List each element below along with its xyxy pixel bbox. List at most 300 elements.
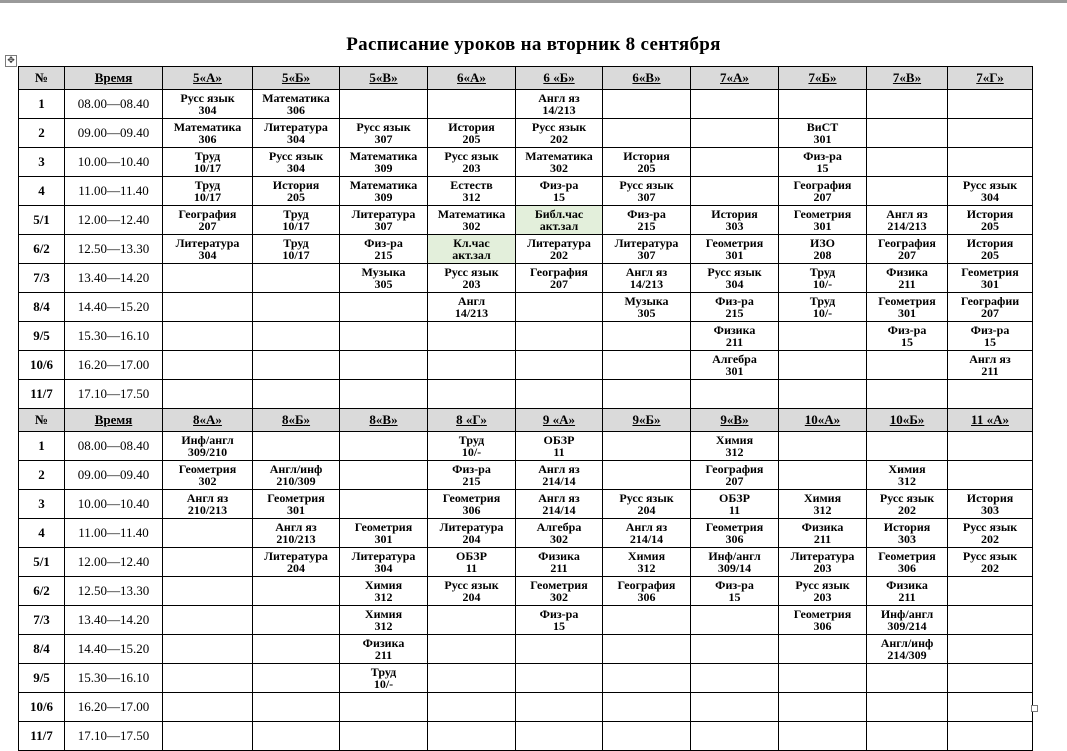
subject-name: Геометрия (267, 491, 325, 505)
lesson-cell (163, 206, 253, 235)
lesson-cell (779, 548, 867, 577)
column-header: № (19, 67, 65, 90)
subject-name: Математика (525, 149, 593, 163)
lesson-cell (948, 177, 1033, 206)
lesson-cell (428, 664, 516, 693)
subject-name: Физика (886, 578, 928, 592)
lesson-time: 12.00—12.40 (65, 206, 163, 235)
lesson-number: 4 (19, 177, 65, 206)
subject-name: Литература (351, 207, 416, 221)
schedule-table (18, 66, 1033, 751)
lesson-cell (948, 148, 1033, 177)
subject-name: ВиСТ (806, 120, 839, 134)
lesson-cell (516, 635, 603, 664)
subject-name: Естеств (450, 178, 493, 192)
lesson-cell (428, 577, 516, 606)
lesson-cell (253, 461, 340, 490)
room-number: 211 (550, 561, 568, 575)
lesson-cell (867, 90, 948, 119)
room-number: 14/213 (454, 306, 489, 320)
column-header-label: 6«В» (632, 70, 661, 85)
room-number: 309/210 (187, 445, 228, 459)
lesson-time: 14.40—15.20 (65, 635, 163, 664)
subject-name: Русс язык (531, 120, 587, 134)
room-number: 215 (637, 219, 656, 233)
subject-name: Химия (715, 433, 754, 447)
subject-name: Литература (527, 236, 591, 250)
table-row (19, 380, 1033, 409)
table-row (19, 693, 1033, 722)
subject-name: Англ яз (625, 265, 668, 279)
lesson-cell (867, 548, 948, 577)
subject-name: ИЗО (809, 236, 835, 250)
lesson-cell (867, 519, 948, 548)
table-row (19, 148, 1033, 177)
lesson-cell (340, 490, 428, 519)
lesson-cell (603, 548, 691, 577)
lesson-cell (516, 519, 603, 548)
lesson-cell (691, 380, 779, 409)
room-number: 10/- (812, 277, 833, 291)
room-number: 304 (287, 161, 305, 175)
room-number: 204 (462, 532, 481, 546)
lesson-time: 12.50—13.30 (65, 235, 163, 264)
subject-name: История (966, 207, 1014, 221)
room-number: 11 (553, 445, 565, 459)
table-row (19, 432, 1033, 461)
room-number: 11 (465, 561, 478, 575)
column-header (428, 409, 516, 432)
lesson-cell (340, 90, 428, 119)
subject-name: Физ-ра (539, 607, 579, 621)
subject-name: Русс язык (619, 178, 674, 192)
subject-name: Геометрия (354, 520, 413, 534)
room-number: 211 (898, 590, 916, 604)
lesson-cell (779, 432, 867, 461)
subject-name: ОБЗР (543, 433, 575, 447)
column-header (516, 67, 603, 90)
lesson-cell (163, 90, 253, 119)
lesson-cell (516, 432, 603, 461)
lesson-cell (516, 293, 603, 322)
room-number: 215 (374, 248, 393, 262)
column-header-label: 7«Г» (976, 70, 1004, 85)
lesson-cell (691, 490, 779, 519)
lesson-cell (516, 606, 603, 635)
lesson-cell (340, 148, 428, 177)
subject-name: Физ-ра (715, 578, 754, 592)
lesson-cell (779, 606, 867, 635)
room-number: 302 (550, 532, 568, 546)
lesson-cell (691, 264, 779, 293)
column-header-label: 9«В» (720, 412, 749, 427)
subject-name: Геометрия (793, 207, 852, 221)
lesson-cell (948, 264, 1033, 293)
lesson-time: 08.00—08.40 (65, 90, 163, 119)
lesson-time: 17.10—17.50 (65, 380, 163, 409)
subject-name: Англ/инф (269, 462, 323, 476)
lesson-cell (867, 235, 948, 264)
subject-name: Литература (264, 120, 328, 134)
subject-name: География (617, 578, 676, 592)
lesson-cell (253, 490, 340, 519)
lesson-number: 2 (19, 119, 65, 148)
room-number: 205 (981, 219, 999, 233)
subject-name: Геометрия (961, 265, 1019, 279)
subject-name: Физ-ра (970, 323, 1010, 337)
subject-name: Физ-ра (715, 294, 754, 308)
subject-name: Труд (370, 665, 397, 679)
lesson-cell (428, 148, 516, 177)
lesson-cell (516, 490, 603, 519)
lesson-cell (603, 461, 691, 490)
room-number: 309/14 (717, 561, 752, 575)
lesson-cell (867, 322, 948, 351)
room-number: 301 (981, 277, 999, 291)
table-row (19, 548, 1033, 577)
subject-name: Инф/англ (181, 433, 234, 447)
lesson-cell (691, 519, 779, 548)
lesson-cell (603, 235, 691, 264)
subject-name: Физика (538, 549, 580, 563)
lesson-cell (340, 722, 428, 751)
lesson-cell (603, 119, 691, 148)
room-number: 15 (901, 335, 913, 349)
subject-name: Англ яз (538, 491, 580, 505)
lesson-time: 09.00—09.40 (65, 461, 163, 490)
column-header-label: 11 «А» (971, 412, 1009, 427)
column-header (340, 409, 428, 432)
room-number: 15 (553, 619, 565, 633)
table-row (19, 461, 1033, 490)
subject-name: Физ-ра (803, 149, 842, 163)
column-header-label: 8 «Г» (456, 412, 487, 427)
subject-name: Химия (364, 607, 403, 621)
subject-name: Англ (457, 294, 486, 308)
lesson-cell (340, 606, 428, 635)
column-header (867, 409, 948, 432)
lesson-cell (253, 693, 340, 722)
subject-name: Библ.час (534, 207, 584, 221)
subject-name: Русс язык (444, 265, 499, 279)
lesson-cell (253, 351, 340, 380)
subject-name: Геометрия (878, 549, 936, 563)
subject-name: Геометрия (530, 578, 588, 592)
table-row (19, 490, 1033, 519)
subject-name: Математика (437, 207, 506, 221)
lesson-cell (691, 90, 779, 119)
subject-name: История (448, 120, 495, 134)
subject-name: Труд (194, 178, 221, 192)
subject-name: Математика (173, 120, 242, 134)
lesson-cell (691, 635, 779, 664)
room-number: 303 (981, 503, 999, 517)
lesson-cell (163, 664, 253, 693)
lesson-cell (253, 264, 340, 293)
lesson-cell (779, 148, 867, 177)
lesson-cell (779, 206, 867, 235)
room-number: 306 (198, 132, 217, 146)
subject-name: Геометрия (878, 294, 936, 308)
lesson-cell (691, 577, 779, 606)
room-number: 10/- (461, 445, 482, 459)
subject-name: Физ-ра (364, 236, 403, 250)
room-number: 301 (287, 503, 305, 517)
room-number: 15 (553, 190, 565, 204)
subject-name: Физ-ра (887, 323, 927, 337)
lesson-cell (948, 235, 1033, 264)
room-number: 204 (462, 590, 481, 604)
lesson-cell (948, 432, 1033, 461)
room-number: 10/- (373, 677, 394, 691)
room-number: 207 (981, 306, 999, 320)
column-header-label: Время (94, 70, 133, 85)
room-number: 205 (287, 190, 305, 204)
lesson-cell (691, 206, 779, 235)
lesson-cell (340, 519, 428, 548)
lesson-cell (691, 606, 779, 635)
lesson-cell (163, 351, 253, 380)
table-row (19, 606, 1033, 635)
subject-name: Англ яз (969, 352, 1011, 366)
lesson-cell (340, 548, 428, 577)
room-number: 202 (981, 561, 999, 575)
lesson-cell (603, 635, 691, 664)
subject-name: Литература (614, 236, 679, 250)
column-header-label: 10«А» (804, 412, 841, 427)
room-number: 214/14 (542, 503, 576, 517)
lesson-cell (163, 293, 253, 322)
column-header (163, 409, 253, 432)
lesson-time: 09.00—09.40 (65, 119, 163, 148)
room-number: 309/214 (887, 619, 927, 633)
lesson-cell (163, 693, 253, 722)
lesson-number: 4 (19, 519, 65, 548)
lesson-cell (253, 148, 340, 177)
column-header-label: 8«Б» (281, 412, 311, 427)
room-number: 302 (462, 219, 481, 233)
table-row (19, 322, 1033, 351)
lesson-cell (253, 722, 340, 751)
lesson-cell (253, 235, 340, 264)
room-number: 205 (981, 248, 999, 262)
lesson-cell (603, 490, 691, 519)
lesson-time: 12.00—12.40 (65, 548, 163, 577)
lesson-cell (428, 90, 516, 119)
subject-name: Русс язык (879, 491, 935, 505)
room-number: 215 (462, 474, 481, 488)
lesson-time: 13.40—14.20 (65, 264, 163, 293)
subject-name: Математика (262, 91, 330, 105)
lesson-cell (603, 664, 691, 693)
lesson-cell (340, 293, 428, 322)
lesson-cell (163, 264, 253, 293)
lesson-cell (867, 722, 948, 751)
room-number: 307 (374, 132, 393, 146)
room-number: 309 (374, 161, 393, 175)
room-number: 301 (725, 248, 744, 262)
column-header (253, 409, 340, 432)
subject-name: Геометрия (705, 236, 764, 250)
subject-name: Русс язык (962, 549, 1018, 563)
lesson-cell (340, 206, 428, 235)
room-number: 203 (462, 277, 481, 291)
subject-name: Математика (349, 178, 418, 192)
lesson-number: 1 (19, 90, 65, 119)
room-number: 306 (637, 590, 656, 604)
table-move-handle-icon[interactable]: ✥ (5, 55, 17, 67)
column-header-label: 8«А» (193, 412, 222, 427)
subject-name: Музыка (361, 265, 406, 279)
lesson-cell (428, 235, 516, 264)
lesson-cell (516, 548, 603, 577)
column-header (603, 409, 691, 432)
lesson-cell (948, 206, 1033, 235)
lesson-cell (428, 351, 516, 380)
table-row (19, 206, 1033, 235)
lesson-cell (779, 264, 867, 293)
room-number: 207 (550, 277, 568, 291)
lesson-cell (691, 177, 779, 206)
lesson-cell (516, 664, 603, 693)
column-header (253, 67, 340, 90)
lesson-cell (603, 432, 691, 461)
lesson-cell (253, 380, 340, 409)
subject-name: Инф/англ (708, 549, 761, 563)
column-header-label: 5«В» (369, 70, 398, 85)
lesson-cell (779, 664, 867, 693)
subject-name: Химия (627, 549, 666, 563)
lesson-cell (779, 519, 867, 548)
lesson-cell (516, 722, 603, 751)
lesson-cell (163, 461, 253, 490)
lesson-cell (340, 577, 428, 606)
subject-name: Физика (713, 323, 756, 337)
table-row (19, 293, 1033, 322)
room-number: 303 (898, 532, 916, 546)
lesson-cell (691, 664, 779, 693)
subject-name: Химия (888, 462, 926, 476)
lesson-time: 10.00—10.40 (65, 148, 163, 177)
subject-name: Англ яз (275, 520, 317, 534)
subject-name: История (711, 207, 758, 221)
lesson-cell (163, 119, 253, 148)
subject-name: Русс язык (356, 120, 411, 134)
lesson-cell (428, 490, 516, 519)
subject-name: Труд (283, 236, 309, 250)
subject-name: Геометрия (793, 607, 852, 621)
lesson-cell (603, 322, 691, 351)
room-number: 306 (813, 619, 832, 633)
lesson-cell (516, 119, 603, 148)
column-header-label: 6 «Б» (543, 70, 575, 85)
lesson-cell (867, 351, 948, 380)
room-number: 210/309 (276, 474, 316, 488)
lesson-cell (428, 322, 516, 351)
lesson-cell (603, 693, 691, 722)
lesson-number: 10/6 (19, 351, 65, 380)
subject-name: Кл.час (453, 236, 490, 250)
lesson-cell (867, 432, 948, 461)
lesson-cell (948, 722, 1033, 751)
room-number: 211 (981, 364, 999, 378)
room-number: 304 (725, 277, 744, 291)
room-number: 10/17 (193, 190, 222, 204)
lesson-cell (779, 693, 867, 722)
room-number: 301 (725, 364, 744, 378)
lesson-cell (253, 322, 340, 351)
lesson-cell (163, 177, 253, 206)
subject-name: Труд (283, 207, 309, 221)
room-number: 202 (898, 503, 916, 517)
subject-name: Литература (264, 549, 328, 563)
lesson-cell (163, 490, 253, 519)
lesson-cell (253, 548, 340, 577)
room-number: 214/213 (887, 219, 927, 233)
room-number: 312 (462, 190, 481, 204)
lesson-cell (948, 548, 1033, 577)
room-number: 211 (898, 277, 916, 291)
lesson-time: 17.10—17.50 (65, 722, 163, 751)
column-header (428, 67, 516, 90)
lesson-cell (779, 90, 867, 119)
lesson-cell (340, 380, 428, 409)
lesson-cell (948, 119, 1033, 148)
column-header-label: 7«А» (720, 70, 749, 85)
room-number: 215 (725, 306, 744, 320)
room-number: 204 (637, 503, 656, 517)
lesson-cell (867, 206, 948, 235)
room-number: 14/213 (629, 277, 664, 291)
table-resize-handle[interactable] (1031, 705, 1038, 712)
lesson-cell (340, 461, 428, 490)
room-number: 214/14 (629, 532, 664, 546)
lesson-cell (691, 693, 779, 722)
lesson-time: 16.20—17.00 (65, 693, 163, 722)
room-number: 10/17 (282, 248, 310, 262)
room-number: 211 (374, 648, 393, 662)
lesson-cell (691, 432, 779, 461)
lesson-time: 15.30—16.10 (65, 322, 163, 351)
subject-name: Физ-ра (452, 462, 491, 476)
lesson-cell (779, 235, 867, 264)
subject-name: Инф/англ (880, 607, 934, 621)
room-number: 10/17 (193, 161, 222, 175)
lesson-cell (163, 235, 253, 264)
lesson-cell (867, 119, 948, 148)
window-top-border (0, 0, 1067, 3)
lesson-cell (603, 577, 691, 606)
subject-name: История (883, 520, 931, 534)
header-row (19, 67, 1033, 90)
lesson-cell (948, 490, 1033, 519)
lesson-cell (867, 635, 948, 664)
room-number: 305 (637, 306, 656, 320)
lesson-time: 12.50—13.30 (65, 577, 163, 606)
lesson-number: 5/1 (19, 548, 65, 577)
lesson-cell (948, 322, 1033, 351)
lesson-cell (779, 380, 867, 409)
room-number: 305 (374, 277, 393, 291)
lesson-cell (516, 264, 603, 293)
lesson-cell (516, 322, 603, 351)
subject-name: Русс язык (707, 265, 762, 279)
column-header-label: 6«А» (457, 70, 486, 85)
subject-name: Русс язык (795, 578, 850, 592)
column-header (516, 409, 603, 432)
lesson-cell (691, 322, 779, 351)
lesson-cell (516, 693, 603, 722)
